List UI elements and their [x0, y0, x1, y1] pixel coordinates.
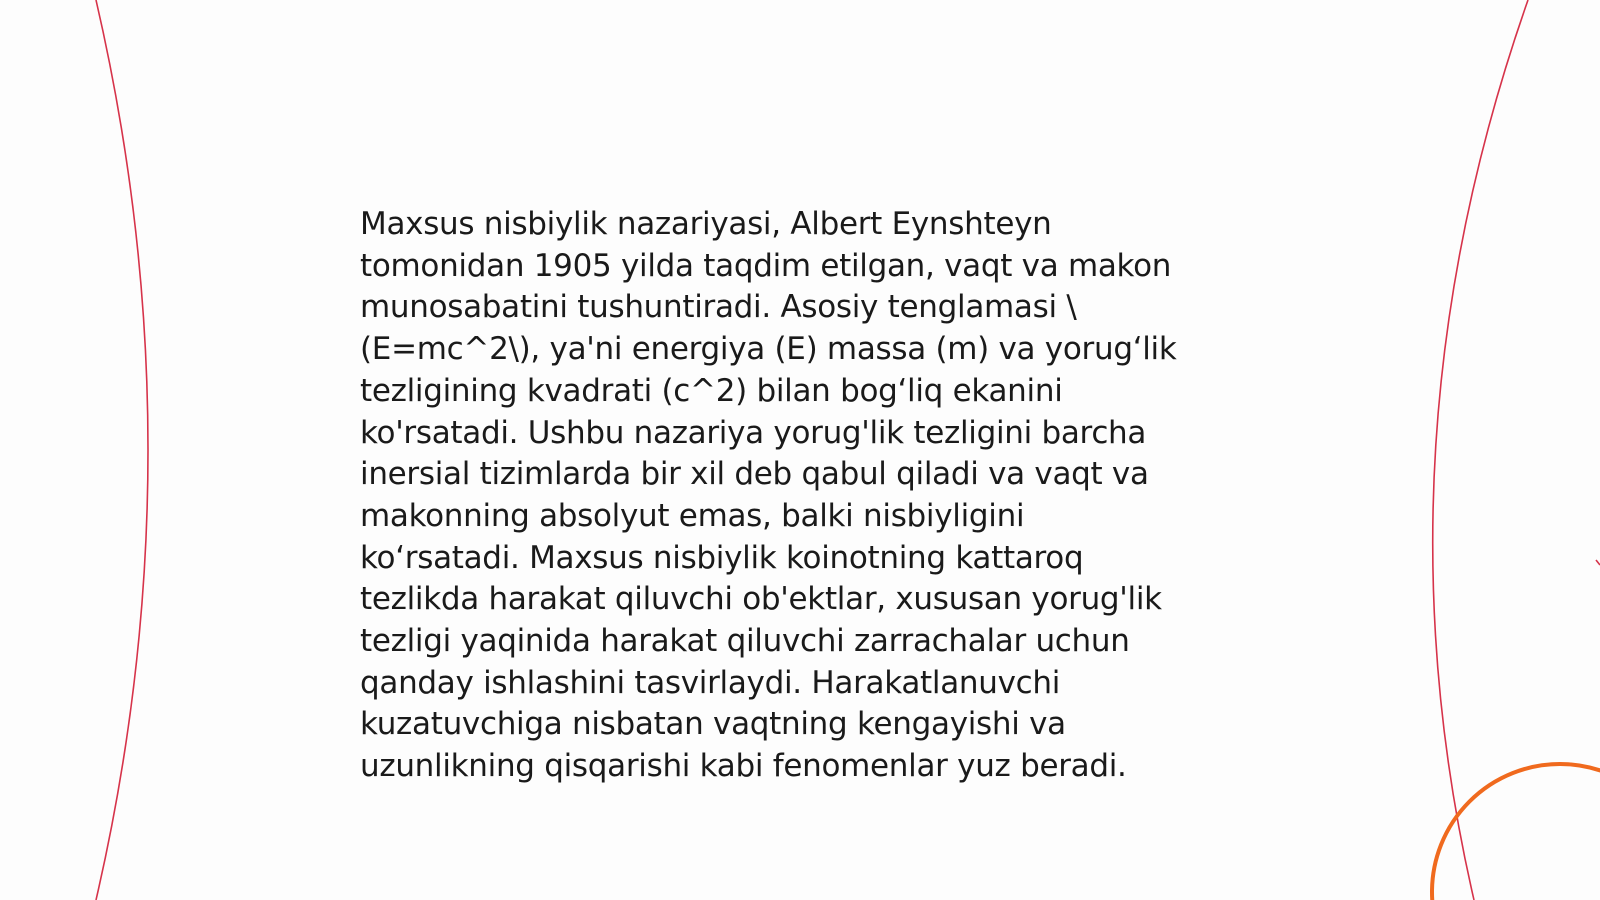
body-paragraph: Maxsus nisbiylik nazariyasi, Albert Eynshteyn tomonidan 1905 yilda taqdim etilgan, vaqt va makon munosabatini tushuntiradi. Asosiy tenglamasi \ (E=mc^2\), ya'ni energiya (E) massa (m) va yorug‘lik tezligining kvadrati (c^2) bilan bog‘liq ekanini ko'rsatadi. Ushbu nazariya yorug'lik tezligini barcha inersial tizimlarda bir xil deb qabul qiladi va vaqt va makonning absolyut emas, balki nisbiyligini ko‘rsatadi. Maxsus nisbiylik koinotning kattaroq tezlikda harakat qiluvchi ob'ektlar, xususan yorug'lik tezligi yaqinida harakat qiluvchi zarrachalar uchun qanday ishlashini tasvirlaydi. Harakatlanuvchi kuzatuvchiga nisbatan vaqtning kengayishi va uzunlikning qisqarishi kabi fenomenlar yuz beradi.	[360, 206, 1177, 785]
orange-accent-circle	[1432, 764, 1600, 900]
right-edge-tick	[1596, 560, 1600, 565]
left-arc-line	[96, 0, 148, 900]
right-arc-line	[1433, 0, 1528, 900]
